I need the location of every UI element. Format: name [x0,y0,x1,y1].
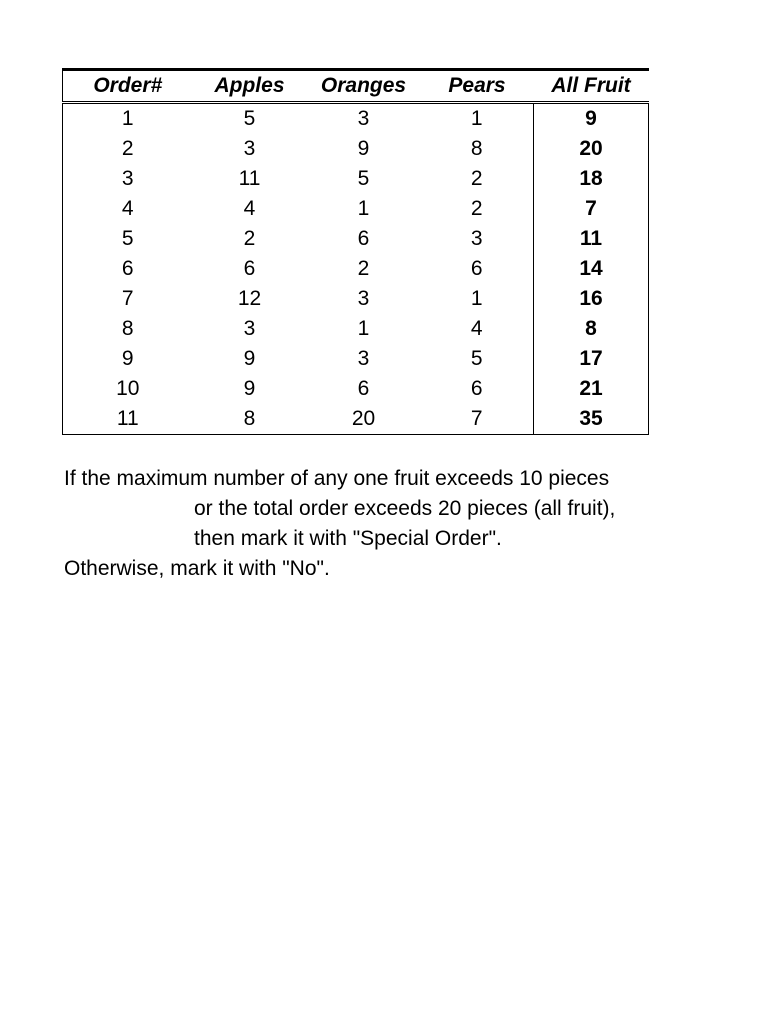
all-fruit-cell[interactable]: 7 [534,194,649,224]
table-row [63,254,649,284]
oranges-cell[interactable]: 20 [307,404,421,435]
header-oranges[interactable]: Oranges [307,70,421,103]
all-fruit-cell[interactable]: 9 [534,103,649,135]
oranges-cell[interactable]: 1 [357,317,370,340]
table-row [63,344,649,374]
apples-cell[interactable]: 6 [243,257,256,280]
apples-cell[interactable]: 3 [243,317,256,340]
all-fruit-cell[interactable]: 35 [534,404,649,435]
order-number-cell[interactable]: 10 [63,374,193,404]
pears-cell[interactable]: 2 [470,197,483,220]
pears-cell[interactable]: 1 [470,107,483,130]
order-number-cell[interactable]: 3 [63,164,193,194]
oranges-cell[interactable]: 2 [357,257,370,280]
order-number-cell[interactable]: 11 [63,404,193,435]
table-row [63,194,649,224]
fruit-orders-table [62,68,649,435]
all-fruit-cell[interactable]: 8 [534,314,649,344]
table-header-row [63,70,649,103]
order-number-cell[interactable]: 6 [63,254,193,284]
header-all-fruit[interactable]: All Fruit [534,70,649,103]
order-number-cell[interactable]: 4 [63,194,193,224]
header-apples[interactable]: Apples [193,70,307,103]
table-row [63,103,649,135]
order-number-cell[interactable]: 2 [63,134,193,164]
header-pears[interactable]: Pears [421,70,534,103]
note-line-3[interactable]: then mark it with "Special Order". [194,527,502,550]
table-row [63,284,649,314]
oranges-cell[interactable]: 3 [357,287,370,310]
table-row [63,314,649,344]
pears-cell[interactable]: 5 [470,347,483,370]
apples-cell[interactable]: 8 [193,404,307,435]
oranges-cell[interactable]: 5 [357,167,370,190]
table-row [63,404,649,435]
pears-cell[interactable]: 4 [470,317,483,340]
oranges-cell[interactable]: 3 [357,347,370,370]
oranges-cell[interactable]: 1 [357,197,370,220]
pears-cell[interactable]: 3 [470,227,483,250]
order-number-cell[interactable]: 9 [63,344,193,374]
order-number-cell[interactable]: 1 [63,103,193,135]
apples-cell[interactable]: 2 [243,227,256,250]
apples-cell[interactable]: 4 [243,197,256,220]
all-fruit-cell[interactable]: 14 [534,254,649,284]
apples-cell[interactable]: 3 [243,137,256,160]
pears-cell[interactable]: 6 [470,257,483,280]
apples-cell[interactable]: 11 [238,167,261,190]
all-fruit-cell[interactable]: 21 [534,374,649,404]
all-fruit-cell[interactable]: 16 [534,284,649,314]
oranges-cell[interactable]: 3 [357,107,370,130]
pears-cell[interactable]: 6 [470,377,483,400]
pears-cell[interactable]: 2 [470,167,483,190]
oranges-cell[interactable]: 6 [357,377,370,400]
apples-cell[interactable]: 5 [243,107,256,130]
table-row [63,164,649,194]
table-row [63,134,649,164]
order-number-cell[interactable]: 7 [63,284,193,314]
all-fruit-cell[interactable]: 11 [534,224,649,254]
pears-cell[interactable]: 7 [421,404,534,435]
note-line-1[interactable]: If the maximum number of any one fruit exceeds 10 pieces [64,467,610,490]
all-fruit-cell[interactable]: 17 [534,344,649,374]
table-row [63,224,649,254]
note-line-2[interactable]: or the total order exceeds 20 pieces (all fruit), [194,497,616,520]
table-row [63,374,649,404]
header-order-number[interactable]: Order# [63,70,193,103]
oranges-cell[interactable]: 6 [357,227,370,250]
order-number-cell[interactable]: 5 [63,224,193,254]
apples-cell[interactable]: 9 [243,347,256,370]
order-number-cell[interactable]: 8 [63,314,193,344]
note-line-4[interactable]: Otherwise, mark it with "No". [64,557,330,580]
apples-cell[interactable]: 9 [243,377,256,400]
pears-cell[interactable]: 1 [470,287,483,310]
apples-cell[interactable]: 12 [237,287,262,310]
all-fruit-cell[interactable]: 18 [534,164,649,194]
instruction-note [64,464,648,584]
all-fruit-cell[interactable]: 20 [534,134,649,164]
oranges-cell[interactable]: 9 [357,137,370,160]
pears-cell[interactable]: 8 [470,137,483,160]
table-body [63,103,649,435]
